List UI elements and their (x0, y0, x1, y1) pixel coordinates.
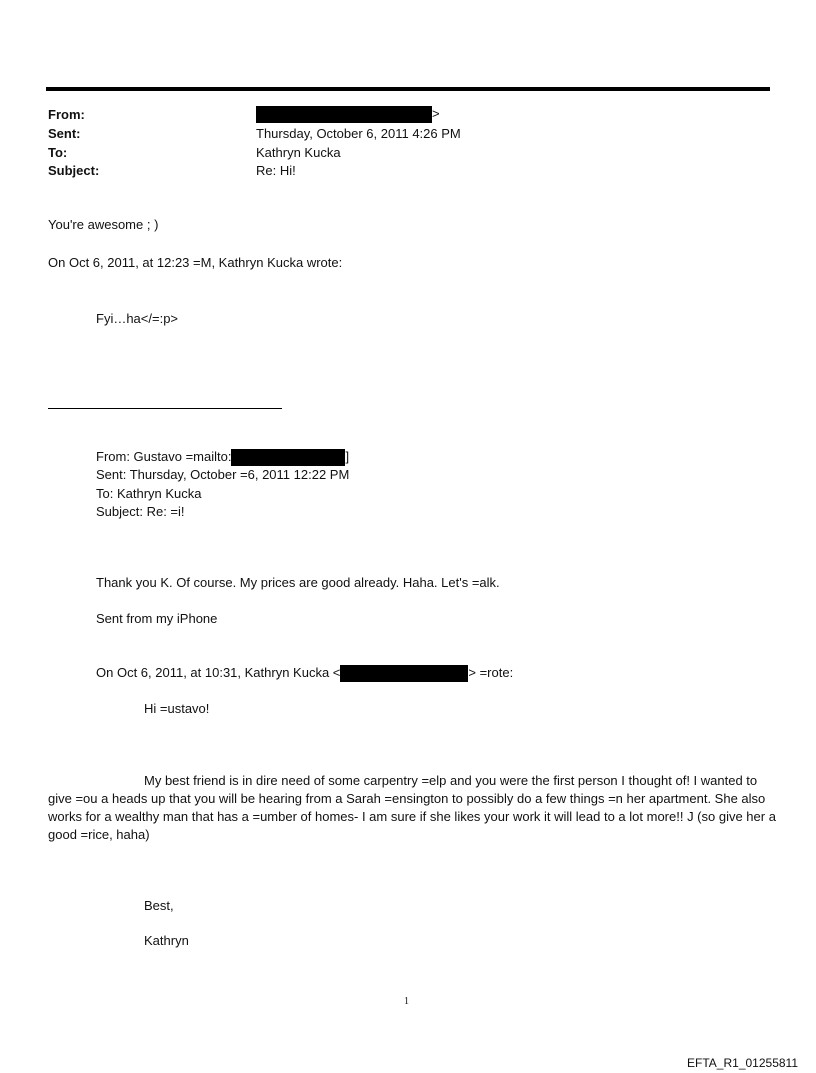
subject-value: Re: Hi! (256, 163, 296, 178)
body-line-wrote: On Oct 6, 2011, at 12:23 =M, Kathryn Kucka wrote: (48, 255, 343, 270)
original-paragraph-text: My best friend is in dire need of some carpentry =elp and you were the first person I thought of! I wanted to give =ou a heads up that you will be hearing from a Sarah =ensington to possibly do a few things =n her apartment. She also works for a wealthy man that has a =umber of homes- I am sure if she likes your work it will lead to a lot more!! J (so give her a good =rice, haha) (48, 773, 776, 842)
quoted-signature: Sent from my iPhone (96, 611, 218, 626)
from-suffix: > (432, 106, 440, 121)
sent-value: Thursday, October 6, 2011 4:26 PM (256, 126, 461, 141)
sent-label: Sent: (48, 126, 81, 141)
body-line-fyi: Fyi…ha</=:p> (96, 311, 179, 326)
redaction-block (256, 106, 432, 123)
page-number: 1 (404, 996, 409, 1007)
quoted-on-suffix: > =rote: (468, 665, 514, 680)
document-id: EFTA_R1_01255811 (687, 1056, 798, 1070)
original-closing: Best, (144, 898, 174, 913)
original-greeting: Hi =ustavo! (144, 701, 210, 716)
from-value (256, 106, 440, 123)
subject-label: Subject: (48, 163, 100, 178)
quoted-on-line (96, 665, 513, 682)
to-value: Kathryn Kucka (256, 145, 341, 160)
to-label: To: (48, 145, 68, 160)
quoted-from (96, 449, 349, 466)
quoted-subject: Subject: Re: =i! (96, 504, 185, 519)
redaction-block (340, 665, 468, 682)
body-line-awesome: You're awesome ; ) (48, 217, 159, 232)
header-rule (46, 87, 770, 91)
quoted-sent: Sent: Thursday, October =6, 2011 12:22 PM (96, 467, 350, 482)
from-label: From: (48, 107, 85, 122)
original-paragraph (48, 772, 778, 844)
quoted-reply: Thank you K. Of course. My prices are good already. Haha. Let's =alk. (96, 575, 500, 590)
original-name: Kathryn (144, 933, 189, 948)
redaction-block (231, 449, 345, 466)
quoted-from-suffix: ] (345, 449, 350, 464)
quoted-from-prefix: From: Gustavo =mailto: (96, 449, 232, 464)
quoted-on-prefix: On Oct 6, 2011, at 10:31, Kathryn Kucka < (96, 665, 341, 680)
quote-separator (48, 408, 282, 409)
quoted-to: To: Kathryn Kucka (96, 486, 202, 501)
